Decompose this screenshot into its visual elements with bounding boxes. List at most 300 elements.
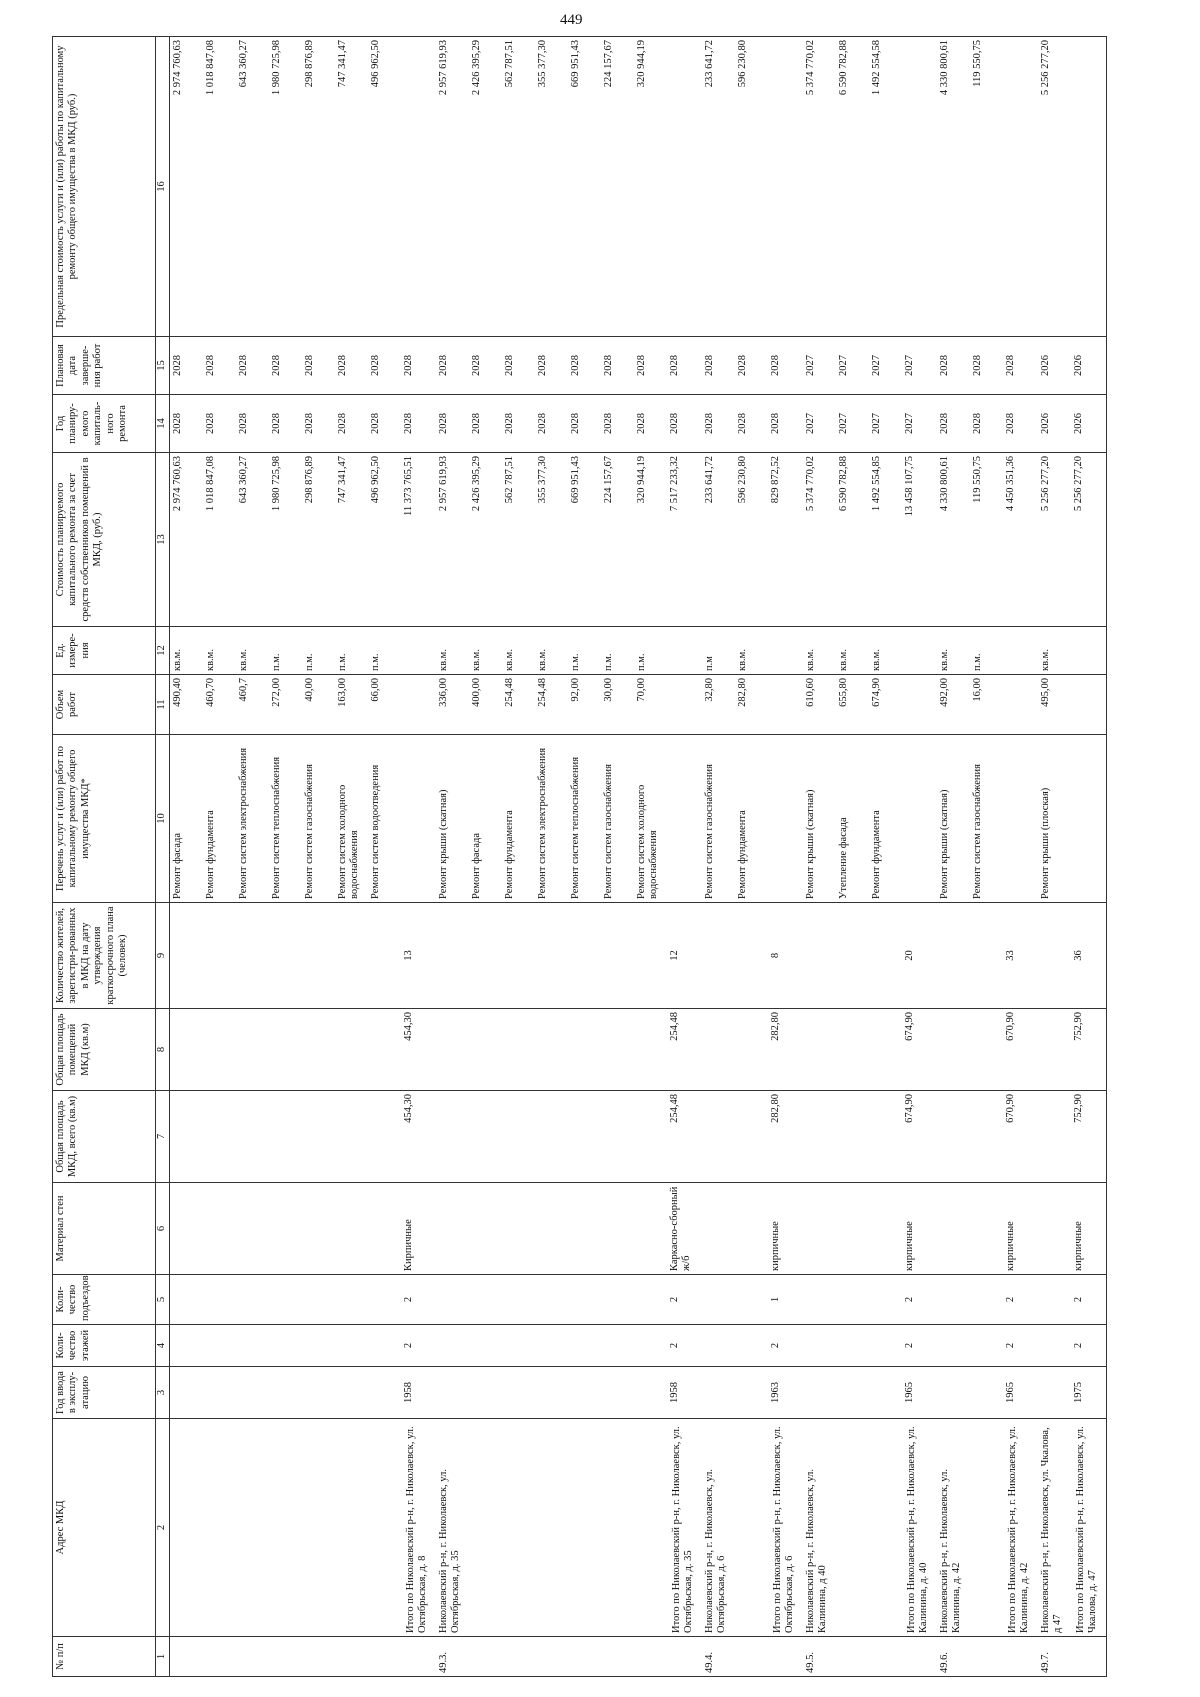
residents-cell: [269, 903, 302, 1009]
address-cell: [335, 1419, 368, 1637]
premises-area-cell: 752,90: [1071, 1009, 1107, 1091]
work-volume-cell: [902, 675, 937, 735]
address-cell: [634, 1419, 667, 1637]
total-area-cell: [269, 1091, 302, 1183]
unit-cell: кв.м.: [502, 627, 535, 675]
repair-year-cell: 2028: [634, 395, 667, 453]
residents-cell: [970, 903, 1003, 1009]
entrances-cell: [436, 1275, 469, 1325]
premises-area-cell: [836, 1009, 869, 1091]
residents-cell: [735, 903, 768, 1009]
work-volume-cell: 655,80: [836, 675, 869, 735]
unit-cell: [1003, 627, 1038, 675]
wall-material-cell: кирпичные: [768, 1183, 803, 1275]
work-volume-cell: 674,90: [869, 675, 902, 735]
address-cell: [203, 1419, 236, 1637]
column-number-11: 11: [156, 675, 170, 735]
repair-year-cell: 2028: [601, 395, 634, 453]
row-number-cell: [568, 1637, 601, 1677]
column-number-8: 8: [156, 1009, 170, 1091]
total-area-cell: [970, 1091, 1003, 1183]
row-number-cell: [1071, 1637, 1107, 1677]
floors-cell: [203, 1325, 236, 1367]
repair-year-cell: 2028: [469, 395, 502, 453]
address-cell: [836, 1419, 869, 1637]
premises-area-cell: [634, 1009, 667, 1091]
residents-cell: [568, 903, 601, 1009]
column-header-3: Год ввода в эксплу-атацию: [53, 1367, 156, 1419]
unit-cell: п.м.: [302, 627, 335, 675]
completion-date-cell: 2028: [667, 337, 702, 395]
total-area-cell: 282,80: [768, 1091, 803, 1183]
floors-cell: [236, 1325, 269, 1367]
cost-cell: 1 018 847,08: [203, 453, 236, 627]
floors-cell: [436, 1325, 469, 1367]
work-type-cell: [667, 735, 702, 903]
row-number-cell: [368, 1637, 401, 1677]
work-type-cell: Ремонт крыши (скатная): [803, 735, 836, 903]
floors-cell: 2: [1071, 1325, 1107, 1367]
work-volume-cell: [667, 675, 702, 735]
table-row: [1038, 37, 1071, 1677]
column-number-5: 5: [156, 1275, 170, 1325]
premises-area-cell: [203, 1009, 236, 1091]
address-cell: [368, 1419, 401, 1637]
total-area-cell: [469, 1091, 502, 1183]
table-row: [702, 37, 735, 1677]
wall-material-cell: Каркасно-сборный ж/б: [667, 1183, 702, 1275]
cost-cell: 320 944,19: [634, 453, 667, 627]
residents-cell: [170, 903, 204, 1009]
max-cost-cell: 562 787,51: [502, 37, 535, 337]
year-built-cell: 1975: [1071, 1367, 1107, 1419]
completion-date-cell: 2027: [869, 337, 902, 395]
work-volume-cell: 40,00: [302, 675, 335, 735]
residents-cell: [335, 903, 368, 1009]
row-number-cell: [335, 1637, 368, 1677]
address-cell: Итого по Николаевский р-н, г. Николаевск, ул. Калинина, д. 40: [902, 1419, 937, 1637]
residents-cell: [203, 903, 236, 1009]
header-row: [53, 37, 156, 1677]
column-header-1: № п/п: [53, 1637, 156, 1677]
work-volume-cell: 66,00: [368, 675, 401, 735]
column-header-15: Плановая дата заверше-ния работ: [53, 337, 156, 395]
premises-area-cell: [601, 1009, 634, 1091]
year-built-cell: [836, 1367, 869, 1419]
table-row: [335, 37, 368, 1677]
work-type-cell: Ремонт систем теплоснабжения: [269, 735, 302, 903]
cost-cell: 6 590 782,88: [836, 453, 869, 627]
unit-cell: кв.м.: [836, 627, 869, 675]
work-volume-cell: [401, 675, 436, 735]
wall-material-cell: [368, 1183, 401, 1275]
address-cell: Итого по Николаевский р-н, г. Николаевск, ул. Октябрьская, д. 8: [401, 1419, 436, 1637]
year-built-cell: [436, 1367, 469, 1419]
completion-date-cell: 2027: [836, 337, 869, 395]
entrances-cell: [203, 1275, 236, 1325]
year-built-cell: [368, 1367, 401, 1419]
completion-date-cell: 2028: [1003, 337, 1038, 395]
entrances-cell: 2: [1003, 1275, 1038, 1325]
max-cost-cell: [667, 37, 702, 337]
address-cell: Итого по Николаевский р-н, г. Николаевск, ул. Октябрьская, д. 6: [768, 1419, 803, 1637]
floors-cell: [302, 1325, 335, 1367]
entrances-cell: [601, 1275, 634, 1325]
work-volume-cell: 460,7: [236, 675, 269, 735]
year-built-cell: [502, 1367, 535, 1419]
work-volume-cell: [1003, 675, 1038, 735]
completion-date-cell: 2028: [601, 337, 634, 395]
completion-date-cell: 2028: [368, 337, 401, 395]
residents-cell: [236, 903, 269, 1009]
entrances-cell: 2: [667, 1275, 702, 1325]
repair-year-cell: 2028: [436, 395, 469, 453]
row-number-cell: [269, 1637, 302, 1677]
column-header-7: Общая площадь МКД, всего (кв.м): [53, 1091, 156, 1183]
work-type-cell: Ремонт систем газоснабжения: [601, 735, 634, 903]
wall-material-cell: [302, 1183, 335, 1275]
entrances-cell: [502, 1275, 535, 1325]
floors-cell: [502, 1325, 535, 1367]
cost-cell: 562 787,51: [502, 453, 535, 627]
rotated-table-container: [52, 37, 1200, 1677]
premises-area-cell: [702, 1009, 735, 1091]
column-number-6: 6: [156, 1183, 170, 1275]
completion-date-cell: 2028: [469, 337, 502, 395]
repair-year-cell: 2027: [902, 395, 937, 453]
address-cell: Итого по Николаевский р-н, г. Николаевск, ул. Чкалова, д. 47: [1071, 1419, 1107, 1637]
total-area-cell: [236, 1091, 269, 1183]
unit-cell: п.м.: [634, 627, 667, 675]
completion-date-cell: 2028: [735, 337, 768, 395]
max-cost-cell: 596 230,80: [735, 37, 768, 337]
work-volume-cell: 16,00: [970, 675, 1003, 735]
total-row: [401, 37, 436, 1677]
cost-cell: 4 450 351,36: [1003, 453, 1038, 627]
wall-material-cell: [836, 1183, 869, 1275]
floors-cell: [535, 1325, 568, 1367]
completion-date-cell: 2027: [902, 337, 937, 395]
residents-cell: 8: [768, 903, 803, 1009]
total-area-cell: [302, 1091, 335, 1183]
wall-material-cell: [436, 1183, 469, 1275]
row-number-cell: [902, 1637, 937, 1677]
premises-area-cell: [469, 1009, 502, 1091]
entrances-cell: [702, 1275, 735, 1325]
floors-cell: [970, 1325, 1003, 1367]
residents-cell: 33: [1003, 903, 1038, 1009]
entrances-cell: [735, 1275, 768, 1325]
cost-cell: 496 962,50: [368, 453, 401, 627]
entrances-cell: [937, 1275, 970, 1325]
repair-year-cell: 2027: [869, 395, 902, 453]
column-header-11: Объем работ: [53, 675, 156, 735]
cost-cell: 4 330 800,61: [937, 453, 970, 627]
work-volume-cell: 254,48: [502, 675, 535, 735]
row-number-cell: [601, 1637, 634, 1677]
residents-cell: [601, 903, 634, 1009]
work-volume-cell: 272,00: [269, 675, 302, 735]
unit-cell: [1071, 627, 1107, 675]
residents-cell: [469, 903, 502, 1009]
premises-area-cell: [735, 1009, 768, 1091]
column-header-9: Количество жителей, зарегистри-рованных в МКД на дату утверждения краткосрочного плана (человек): [53, 903, 156, 1009]
premises-area-cell: [436, 1009, 469, 1091]
year-built-cell: [236, 1367, 269, 1419]
cost-cell: 829 872,52: [768, 453, 803, 627]
total-area-cell: 674,90: [902, 1091, 937, 1183]
unit-cell: п.м.: [368, 627, 401, 675]
entrances-cell: [269, 1275, 302, 1325]
table-row: [735, 37, 768, 1677]
max-cost-cell: 2 957 619,93: [436, 37, 469, 337]
repair-year-cell: 2028: [335, 395, 368, 453]
residents-cell: [502, 903, 535, 1009]
column-number-12: 12: [156, 627, 170, 675]
wall-material-cell: [803, 1183, 836, 1275]
row-number-cell: [401, 1637, 436, 1677]
floors-cell: [335, 1325, 368, 1367]
residents-cell: [436, 903, 469, 1009]
column-number-10: 10: [156, 735, 170, 903]
address-cell: [869, 1419, 902, 1637]
total-area-cell: [735, 1091, 768, 1183]
completion-date-cell: 2028: [401, 337, 436, 395]
completion-date-cell: 2028: [269, 337, 302, 395]
table-row: [170, 37, 204, 1677]
residents-cell: [368, 903, 401, 1009]
column-number-3: 3: [156, 1367, 170, 1419]
completion-date-cell: 2028: [937, 337, 970, 395]
row-number-cell: [236, 1637, 269, 1677]
row-number-cell: [203, 1637, 236, 1677]
table-row: [302, 37, 335, 1677]
floors-cell: [601, 1325, 634, 1367]
work-type-cell: [902, 735, 937, 903]
premises-area-cell: [803, 1009, 836, 1091]
entrances-cell: [1038, 1275, 1071, 1325]
total-row: [667, 37, 702, 1677]
address-cell: [469, 1419, 502, 1637]
entrances-cell: [634, 1275, 667, 1325]
work-type-cell: [768, 735, 803, 903]
work-type-cell: Ремонт систем газоснабжения: [970, 735, 1003, 903]
unit-cell: кв.м.: [1038, 627, 1071, 675]
completion-date-cell: 2028: [203, 337, 236, 395]
table-row: [836, 37, 869, 1677]
column-header-14: Год планиру-емого капиталь-ного ремонта: [53, 395, 156, 453]
completion-date-cell: 2028: [236, 337, 269, 395]
year-built-cell: [702, 1367, 735, 1419]
row-number-cell: [768, 1637, 803, 1677]
floors-cell: [869, 1325, 902, 1367]
work-type-cell: [1071, 735, 1107, 903]
repair-year-cell: 2028: [170, 395, 204, 453]
row-number-cell: 49.5.: [803, 1637, 836, 1677]
address-cell: Николаевский р-н, г. Николаевск, ул. Октябрьская, д. 6: [702, 1419, 735, 1637]
unit-cell: кв.м.: [535, 627, 568, 675]
premises-area-cell: [568, 1009, 601, 1091]
max-cost-cell: 4 330 800,61: [937, 37, 970, 337]
work-type-cell: Ремонт крыши (скатная): [937, 735, 970, 903]
total-row: [902, 37, 937, 1677]
wall-material-cell: [735, 1183, 768, 1275]
column-number-7: 7: [156, 1091, 170, 1183]
column-header-6: Материал стен: [53, 1183, 156, 1275]
wall-material-cell: [869, 1183, 902, 1275]
unit-cell: п.м.: [335, 627, 368, 675]
cost-cell: 5 256 277,20: [1038, 453, 1071, 627]
premises-area-cell: 674,90: [902, 1009, 937, 1091]
wall-material-cell: [1038, 1183, 1071, 1275]
address-cell: [502, 1419, 535, 1637]
unit-cell: [667, 627, 702, 675]
year-built-cell: 1963: [768, 1367, 803, 1419]
work-type-cell: Ремонт крыши (плоская): [1038, 735, 1071, 903]
unit-cell: [401, 627, 436, 675]
capital-repair-table: [52, 36, 1107, 1677]
year-built-cell: [269, 1367, 302, 1419]
floors-cell: [469, 1325, 502, 1367]
floors-cell: [170, 1325, 204, 1367]
entrances-cell: [302, 1275, 335, 1325]
max-cost-cell: 6 590 782,88: [836, 37, 869, 337]
residents-cell: [702, 903, 735, 1009]
work-type-cell: Ремонт фундамента: [735, 735, 768, 903]
completion-date-cell: 2027: [803, 337, 836, 395]
entrances-cell: [335, 1275, 368, 1325]
row-number-cell: [1003, 1637, 1038, 1677]
unit-cell: п.м.: [601, 627, 634, 675]
year-built-cell: [535, 1367, 568, 1419]
premises-area-cell: [368, 1009, 401, 1091]
max-cost-cell: [902, 37, 937, 337]
total-area-cell: [836, 1091, 869, 1183]
residents-cell: 20: [902, 903, 937, 1009]
premises-area-cell: 670,90: [1003, 1009, 1038, 1091]
max-cost-cell: [1071, 37, 1107, 337]
premises-area-cell: [170, 1009, 204, 1091]
floors-cell: [568, 1325, 601, 1367]
premises-area-cell: [937, 1009, 970, 1091]
total-area-cell: [436, 1091, 469, 1183]
work-volume-cell: 492,00: [937, 675, 970, 735]
work-type-cell: Ремонт фасада: [170, 735, 204, 903]
floors-cell: 2: [768, 1325, 803, 1367]
cost-cell: 1 980 725,98: [269, 453, 302, 627]
repair-year-cell: 2026: [1038, 395, 1071, 453]
residents-cell: [836, 903, 869, 1009]
year-built-cell: [601, 1367, 634, 1419]
row-number-cell: [970, 1637, 1003, 1677]
year-built-cell: [937, 1367, 970, 1419]
repair-year-cell: 2028: [667, 395, 702, 453]
table-row: [568, 37, 601, 1677]
work-type-cell: Ремонт систем электроснабжения: [236, 735, 269, 903]
repair-year-cell: 2028: [401, 395, 436, 453]
work-type-cell: Утепление фасада: [836, 735, 869, 903]
work-type-cell: Ремонт фундамента: [203, 735, 236, 903]
repair-year-cell: 2028: [302, 395, 335, 453]
max-cost-cell: 2 426 395,29: [469, 37, 502, 337]
column-header-5: Коли-чество подъездов: [53, 1275, 156, 1325]
work-type-cell: Ремонт фасада: [469, 735, 502, 903]
table-row: [869, 37, 902, 1677]
unit-cell: кв.м.: [203, 627, 236, 675]
entrances-cell: 2: [401, 1275, 436, 1325]
column-header-13: Стоимость планируемого капитального ремонта за счет средств собственников помещений в МКД, (руб.): [53, 453, 156, 627]
repair-year-cell: 2027: [836, 395, 869, 453]
floors-cell: [702, 1325, 735, 1367]
floors-cell: [735, 1325, 768, 1367]
repair-year-cell: 2028: [236, 395, 269, 453]
work-type-cell: [1003, 735, 1038, 903]
row-number-cell: 49.7.: [1038, 1637, 1071, 1677]
max-cost-cell: 298 876,89: [302, 37, 335, 337]
address-cell: [535, 1419, 568, 1637]
work-type-cell: Ремонт систем водоотведения: [368, 735, 401, 903]
cost-cell: 224 157,67: [601, 453, 634, 627]
completion-date-cell: 2028: [170, 337, 204, 395]
unit-cell: [768, 627, 803, 675]
total-area-cell: 670,90: [1003, 1091, 1038, 1183]
table-body: [170, 37, 1107, 1677]
premises-area-cell: 282,80: [768, 1009, 803, 1091]
table-row: [803, 37, 836, 1677]
completion-date-cell: 2026: [1071, 337, 1107, 395]
max-cost-cell: 224 157,67: [601, 37, 634, 337]
completion-date-cell: 2028: [535, 337, 568, 395]
completion-date-cell: 2028: [568, 337, 601, 395]
table-row: [937, 37, 970, 1677]
row-number-cell: [469, 1637, 502, 1677]
floors-cell: [937, 1325, 970, 1367]
work-type-cell: Ремонт фундамента: [869, 735, 902, 903]
premises-area-cell: [335, 1009, 368, 1091]
repair-year-cell: 2028: [535, 395, 568, 453]
max-cost-cell: 2 974 760,63: [170, 37, 204, 337]
repair-year-cell: 2028: [203, 395, 236, 453]
table-row: [269, 37, 302, 1677]
work-volume-cell: 610,60: [803, 675, 836, 735]
year-built-cell: [735, 1367, 768, 1419]
year-built-cell: 1965: [902, 1367, 937, 1419]
entrances-cell: [568, 1275, 601, 1325]
entrances-cell: [368, 1275, 401, 1325]
table-row: [203, 37, 236, 1677]
total-area-cell: [535, 1091, 568, 1183]
work-type-cell: Ремонт систем газоснабжения: [702, 735, 735, 903]
premises-area-cell: [1038, 1009, 1071, 1091]
max-cost-cell: 643 360,27: [236, 37, 269, 337]
unit-cell: кв.м.: [803, 627, 836, 675]
total-area-cell: [170, 1091, 204, 1183]
repair-year-cell: 2028: [768, 395, 803, 453]
repair-year-cell: 2028: [568, 395, 601, 453]
cost-cell: 5 256 277,20: [1071, 453, 1107, 627]
work-volume-cell: 490,40: [170, 675, 204, 735]
entrances-cell: [236, 1275, 269, 1325]
work-type-cell: Ремонт фундамента: [502, 735, 535, 903]
entrances-cell: [836, 1275, 869, 1325]
column-number-14: 14: [156, 395, 170, 453]
unit-cell: кв.м.: [469, 627, 502, 675]
address-cell: Итого по Николаевский р-н, г. Николаевск, ул. Октябрьская, д. 35: [667, 1419, 702, 1637]
unit-cell: кв.м.: [735, 627, 768, 675]
table-row: [502, 37, 535, 1677]
total-area-cell: 752,90: [1071, 1091, 1107, 1183]
row-number-cell: [502, 1637, 535, 1677]
